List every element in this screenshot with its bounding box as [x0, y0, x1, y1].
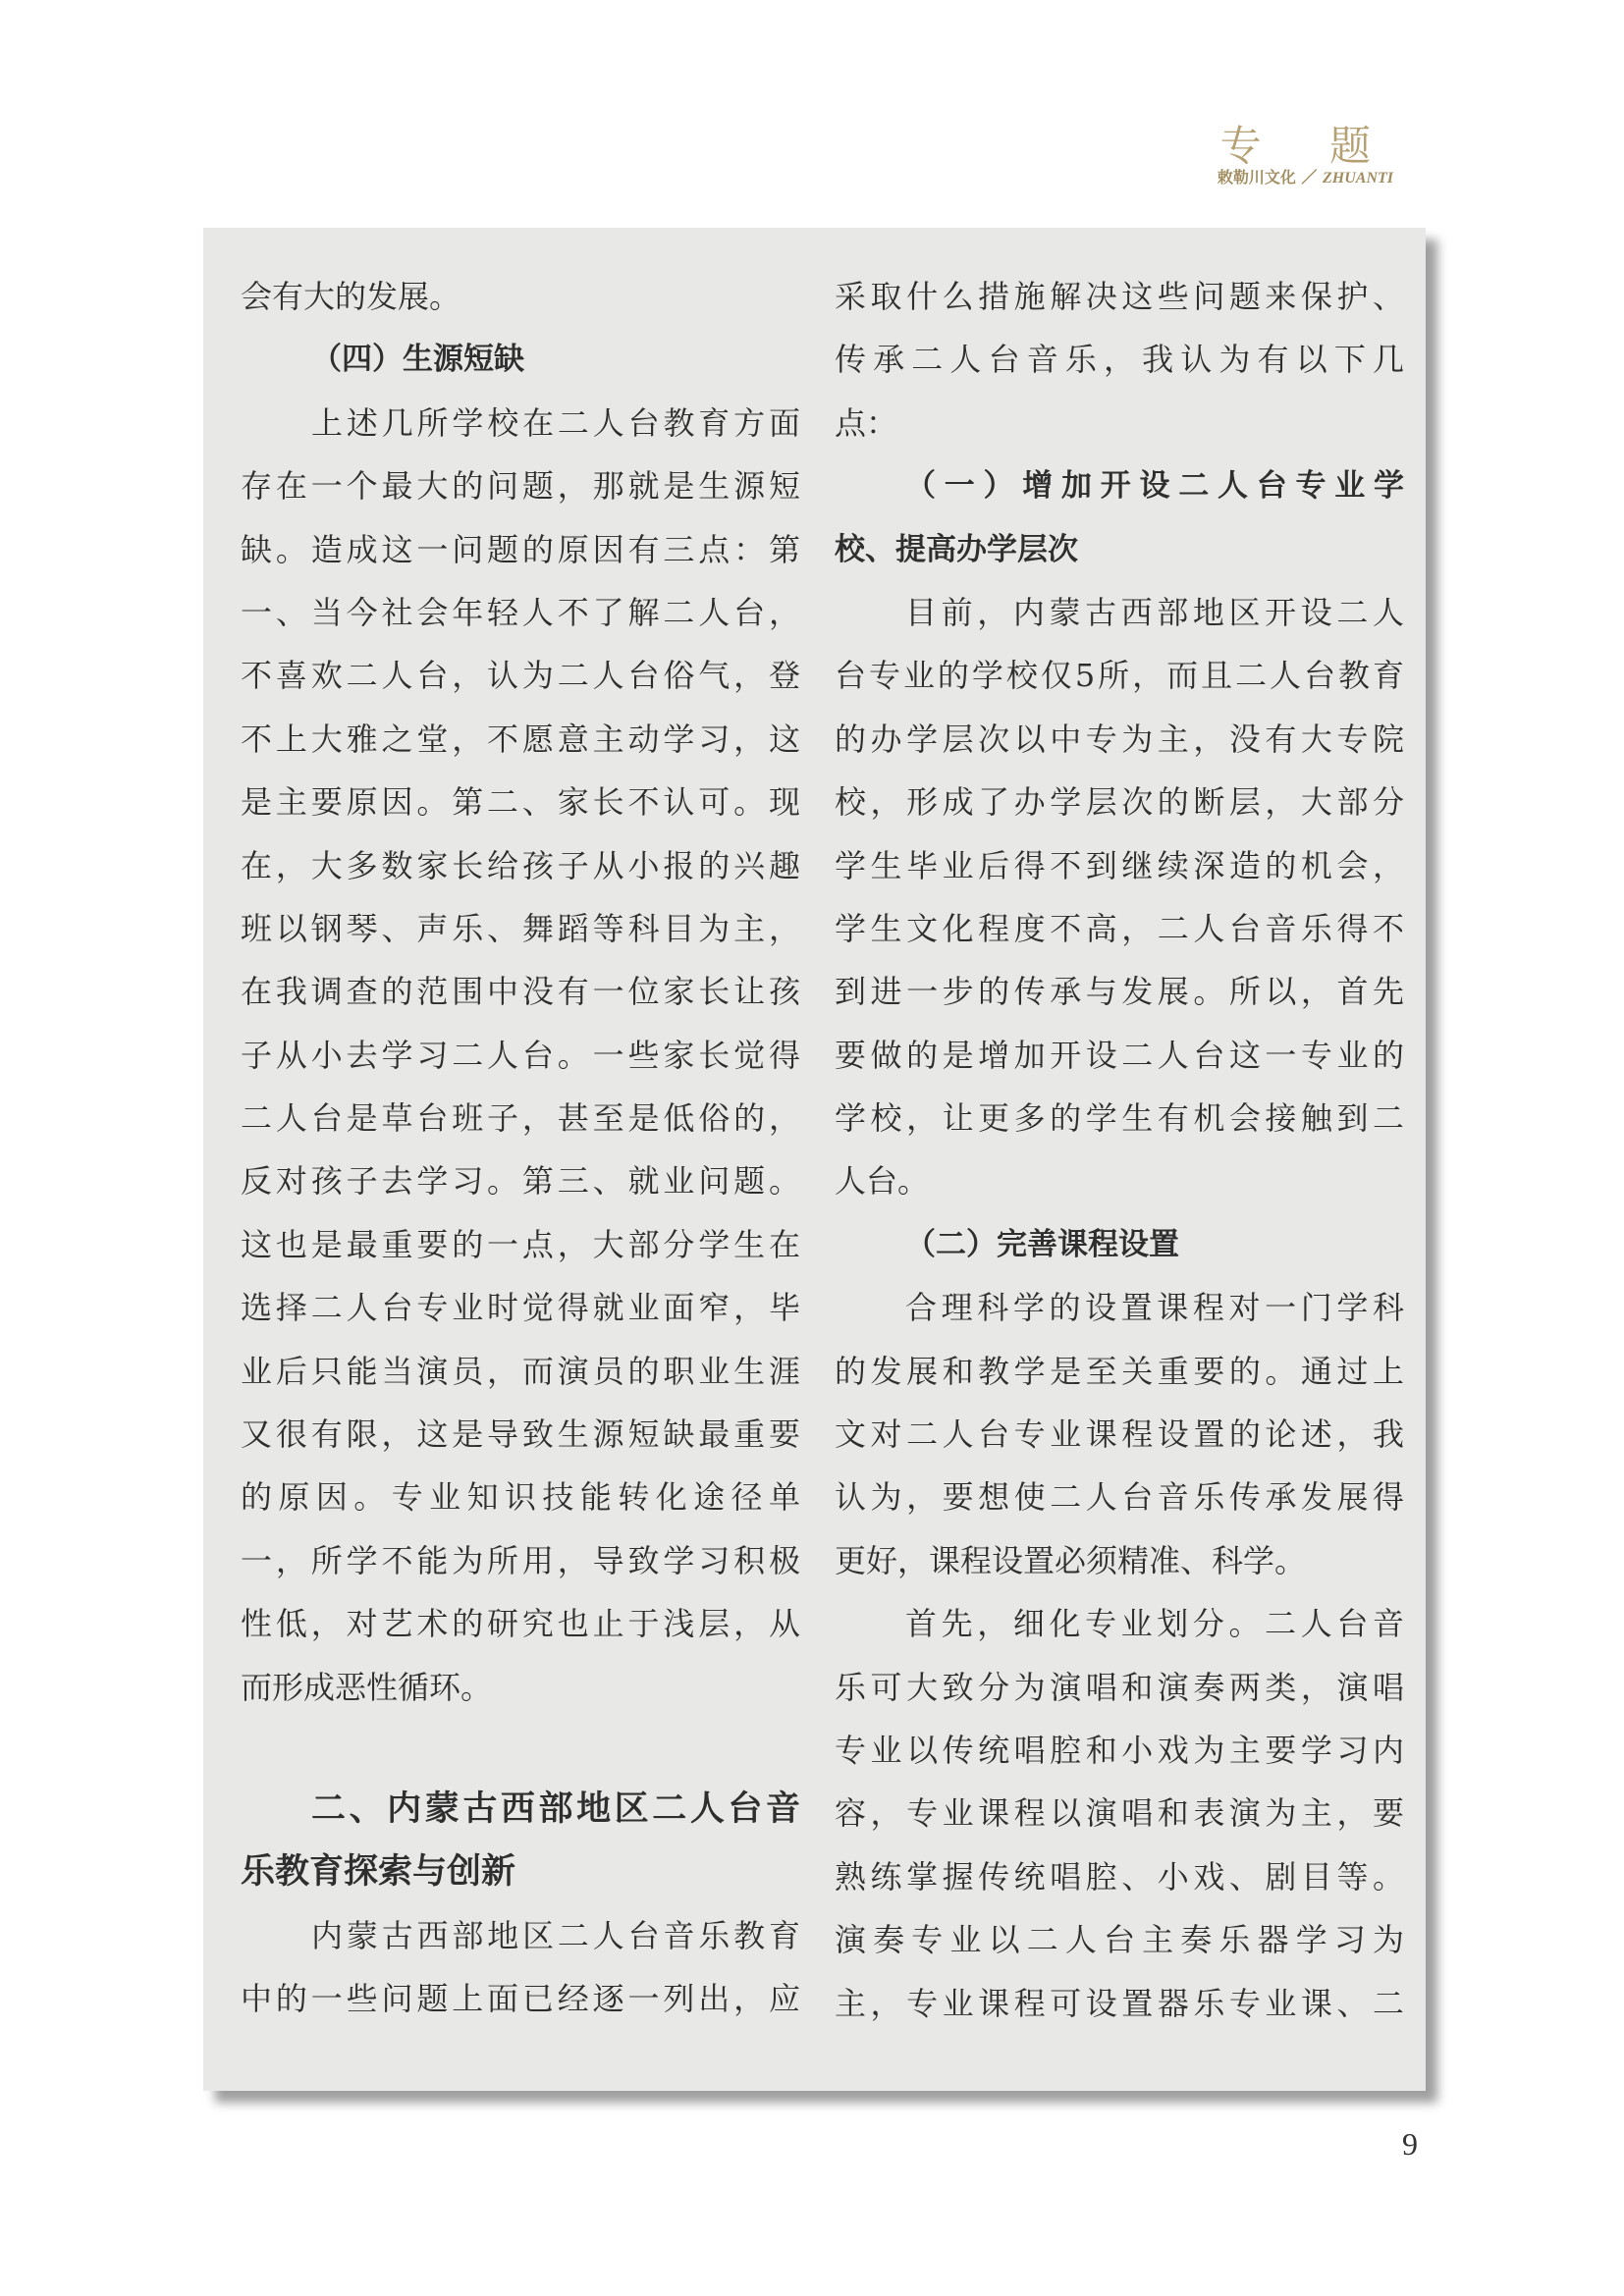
right-column [835, 265, 1404, 2035]
section-subtitle [1218, 165, 1393, 187]
text-line: 目前，内蒙古西部地区开设二人 [905, 593, 1404, 631]
text-line: 要做的是增加开设二人台这一专业的 [835, 1036, 1404, 1074]
text-line: 首先，细化专业划分。二人台音 [905, 1605, 1404, 1643]
subsection-heading: （四）生源短缺 [311, 342, 524, 378]
text-line: 专业以传统唱腔和小戏为主要学习内 [835, 1731, 1404, 1769]
magazine-name: 敕勒川文化 [1217, 168, 1296, 187]
section-heading: 二、内蒙古西部地区二人台音 [311, 1789, 800, 1829]
text-line: 缺。造成这一问题的原因有三点：第 [241, 530, 800, 568]
text-line: 文对二人台专业课程设置的论述，我 [835, 1415, 1404, 1454]
text-line: 子从小去学习二人台。一些家长觉得 [241, 1036, 800, 1074]
text-line: 选择二人台专业时觉得就业面窄，毕 [241, 1289, 800, 1327]
section-heading: 乐教育探索与创新 [241, 1852, 516, 1893]
text-line: 学生毕业后得不到继续深造的机会， [835, 846, 1404, 884]
text-line: 人台。 [835, 1162, 930, 1201]
text-line: 内蒙古西部地区二人台音乐教育 [311, 1916, 800, 1954]
text-line: 容，专业课程以演唱和表演为主，要 [835, 1794, 1404, 1833]
text-line: 到进一步的传承与发展。所以，首先 [835, 973, 1404, 1011]
text-line: 合理科学的设置课程对一门学科 [905, 1289, 1404, 1327]
text-line: 性低，对艺术的研究也止于浅层，从 [241, 1605, 800, 1643]
text-line: 会有大的发展。 [241, 278, 461, 315]
page-number: 9 [1402, 2126, 1418, 2162]
text-line: 班以钢琴、声乐、舞蹈等科目为主， [241, 909, 800, 947]
text-line: 学生文化程度不高，二人台音乐得不 [835, 909, 1404, 947]
left-column [241, 265, 800, 2031]
text-line: 乐可大致分为演唱和演奏两类，演唱 [835, 1668, 1404, 1706]
text-line: 学校，让更多的学生有机会接触到二 [835, 1099, 1404, 1138]
subsection-heading: （二）完善课程设置 [905, 1226, 1179, 1262]
subsection-heading: （一）增加开设二人台专业学 [905, 468, 1404, 505]
text-line: 在，大多数家长给孩子从小报的兴趣 [241, 846, 800, 884]
text-line: 一、当今社会年轻人不了解二人台， [241, 593, 800, 631]
text-line: 中的一些问题上面已经逐一列出，应 [241, 1980, 800, 2018]
text-line: 又很有限，这是导致生源短缺最重要 [241, 1415, 800, 1454]
text-line: 业后只能当演员，而演员的职业生涯 [241, 1352, 800, 1390]
text-line: 是主要原因。第二、家长不认可。现 [241, 783, 800, 822]
subtitle-separator: ／ [1301, 168, 1318, 187]
text-line: 反对孩子去学习。第三、就业问题。 [241, 1162, 800, 1201]
text-line: 点： [835, 403, 898, 442]
text-line: 二人台是草台班子，甚至是低俗的， [241, 1099, 800, 1138]
text-line: 存在一个最大的问题，那就是生源短 [241, 467, 800, 506]
spacer [241, 1719, 800, 1778]
text-line: 传承二人台音乐，我认为有以下几 [835, 341, 1404, 379]
subsection-heading: 校、提高办学层次 [835, 531, 1078, 567]
text-line: 不喜欢二人台，认为二人台俗气，登 [241, 657, 800, 695]
text-line: 的办学层次以中专为主，没有大专院 [835, 720, 1404, 758]
text-line: 台专业的学校仅5所，而且二人台教育 [835, 657, 1404, 695]
text-line: 的发展和教学是至关重要的。通过上 [835, 1352, 1404, 1390]
text-line: 而形成恶性循环。 [241, 1668, 493, 1706]
text-line: 主，专业课程可设置器乐专业课、二 [835, 1984, 1404, 2022]
section-title: 专 题 [1219, 122, 1398, 170]
text-line: 的原因。专业知识技能转化途径单 [241, 1478, 800, 1517]
text-line: 认为，要想使二人台音乐传承发展得 [835, 1478, 1404, 1517]
text-line: 上述几所学校在二人台教育方面 [311, 403, 800, 442]
text-line: 一，所学不能为所用，导致学习积极 [241, 1541, 800, 1579]
section-name-en: ZHUANTI [1323, 170, 1393, 187]
text-line: 演奏专业以二人台主奏乐器学习为 [835, 1921, 1404, 1959]
text-line: 不上大雅之堂，不愿意主动学习，这 [241, 720, 800, 758]
text-line: 在我调查的范围中没有一位家长让孩 [241, 973, 800, 1011]
text-line: 更好，课程设置必须精准、科学。 [835, 1541, 1307, 1579]
text-line: 采取什么措施解决这些问题来保护、 [835, 278, 1404, 315]
text-line: 这也是最重要的一点，大部分学生在 [241, 1225, 800, 1263]
text-line: 熟练掌握传统唱腔、小戏、剧目等。 [835, 1857, 1404, 1896]
text-line: 校，形成了办学层次的断层，大部分 [835, 783, 1404, 822]
